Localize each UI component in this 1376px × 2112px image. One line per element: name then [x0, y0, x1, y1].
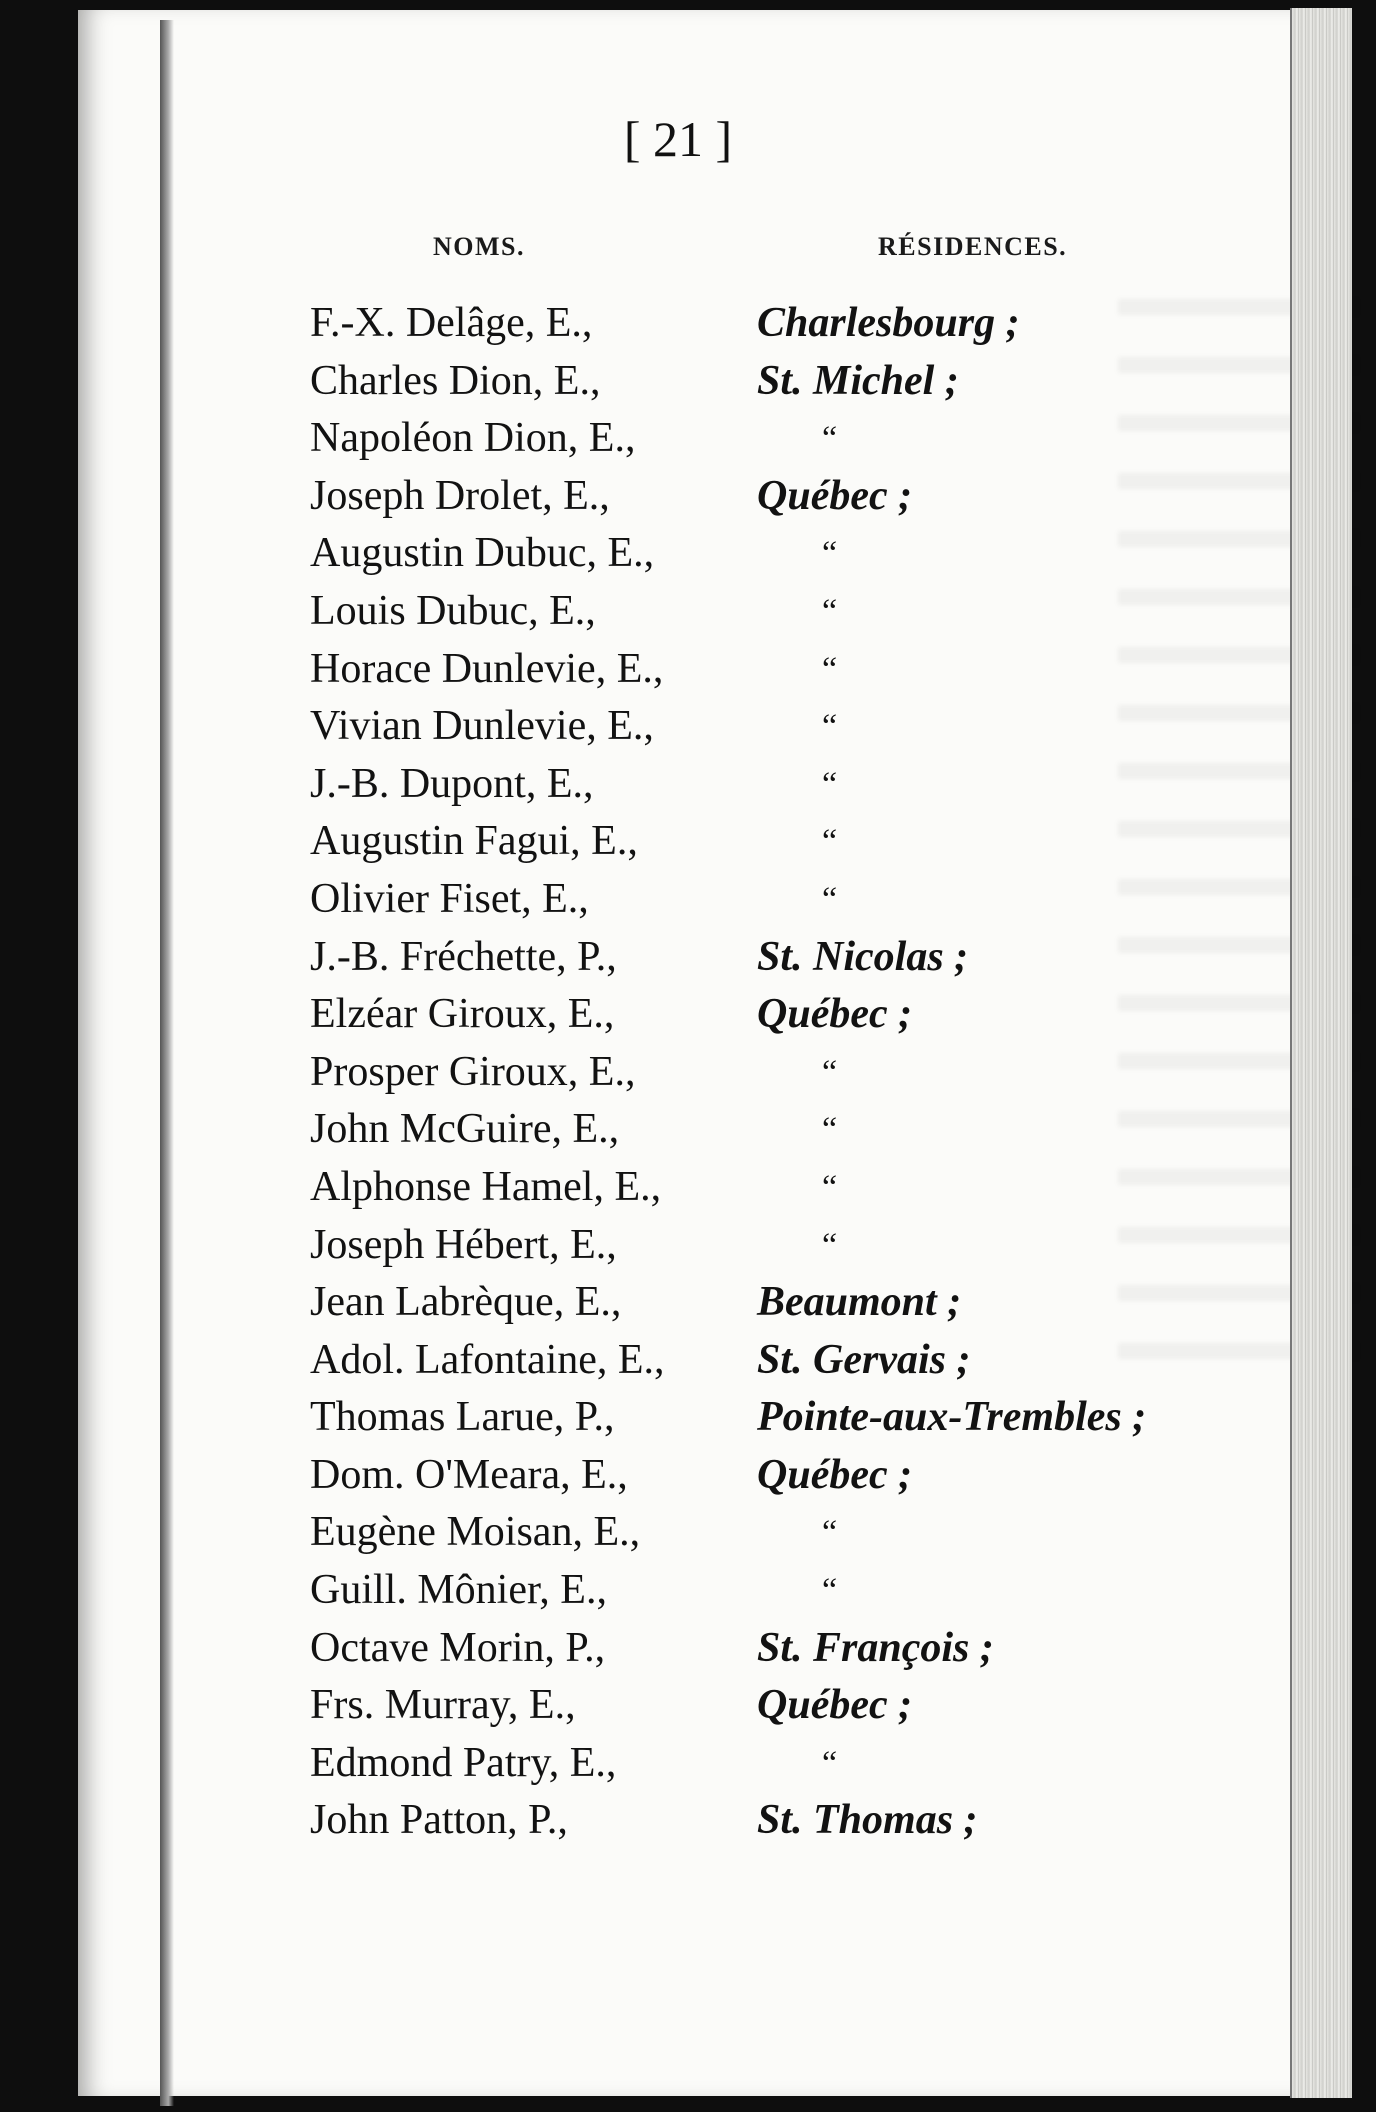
- ditto-mark: “: [822, 823, 838, 861]
- residence: Québec ;: [757, 991, 913, 1038]
- list-item: [310, 1677, 1250, 1735]
- list-item: [310, 1101, 1250, 1159]
- person-name: Augustin Fagui, E.,: [310, 818, 638, 865]
- person-name: Joseph Drolet, E.,: [310, 472, 610, 519]
- list-item: [310, 986, 1250, 1044]
- residence: Québec ;: [757, 472, 913, 519]
- list-item: [310, 871, 1250, 929]
- residence: Québec ;: [757, 1682, 913, 1729]
- residence: Québec ;: [757, 1451, 913, 1498]
- residence: St. François ;: [757, 1624, 994, 1671]
- person-name: Augustin Dubuc, E.,: [310, 530, 655, 577]
- list-item: [310, 1792, 1250, 1850]
- residence: St. Nicolas ;: [757, 933, 969, 980]
- list-item: [310, 468, 1250, 526]
- book-page: [78, 10, 1318, 2096]
- residence: St. Thomas ;: [757, 1797, 978, 1844]
- person-name: Louis Dubuc, E.,: [310, 587, 596, 634]
- list-item: [310, 1735, 1250, 1793]
- person-name: Frs. Murray, E.,: [310, 1682, 576, 1729]
- name-residence-list: [310, 295, 1250, 1850]
- list-item: [310, 1447, 1250, 1505]
- list-item: [310, 1332, 1250, 1390]
- column-header-names: NOMS.: [433, 232, 525, 261]
- ditto-mark: “: [822, 535, 838, 573]
- list-item: [310, 1217, 1250, 1275]
- ditto-mark: “: [822, 880, 838, 918]
- person-name: John McGuire, E.,: [310, 1106, 620, 1153]
- list-item: [310, 813, 1250, 871]
- column-header-residences: RÉSIDENCES.: [878, 232, 1068, 261]
- list-item: [310, 929, 1250, 987]
- list-item: [310, 1389, 1250, 1447]
- list-item: [310, 525, 1250, 583]
- person-name: F.-X. Delâge, E.,: [310, 300, 593, 346]
- person-name: Horace Dunlevie, E.,: [310, 645, 664, 692]
- ditto-mark: “: [822, 1111, 838, 1149]
- residence: Pointe-aux-Trembles ;: [757, 1394, 1147, 1441]
- person-name: Guill. Mônier, E.,: [310, 1567, 607, 1614]
- list-item: [310, 1044, 1250, 1102]
- ditto-mark: “: [822, 420, 838, 458]
- ditto-mark: “: [822, 1226, 838, 1264]
- list-item: [310, 1620, 1250, 1678]
- ditto-mark: “: [822, 1168, 838, 1206]
- person-name: John Patton, P.,: [310, 1797, 568, 1844]
- ditto-mark: “: [822, 708, 838, 746]
- list-item: [310, 353, 1250, 411]
- list-item: [310, 641, 1250, 699]
- list-item: [310, 1159, 1250, 1217]
- list-item: [310, 1562, 1250, 1620]
- ditto-mark: “: [822, 650, 838, 688]
- list-item: [310, 295, 1250, 353]
- person-name: Elzéar Giroux, E.,: [310, 991, 615, 1038]
- ditto-mark: “: [822, 765, 838, 803]
- person-name: Dom. O'Meara, E.,: [310, 1451, 628, 1498]
- residence: Beaumont ;: [757, 1279, 962, 1326]
- person-name: Octave Morin, P.,: [310, 1624, 606, 1671]
- list-item: [310, 756, 1250, 814]
- list-item: [310, 698, 1250, 756]
- page-edges: [1290, 8, 1352, 2098]
- ditto-mark: “: [822, 1744, 838, 1782]
- person-name: Napoléon Dion, E.,: [310, 415, 636, 462]
- ditto-mark: “: [822, 1053, 838, 1091]
- person-name: Olivier Fiset, E.,: [310, 875, 589, 922]
- ditto-mark: “: [822, 592, 838, 630]
- person-name: Joseph Hébert, E.,: [310, 1221, 617, 1268]
- page-number: [ 21 ]: [623, 111, 733, 167]
- person-name: J.-B. Fréchette, P.,: [310, 933, 617, 980]
- person-name: Thomas Larue, P.,: [310, 1394, 615, 1441]
- residence: Charlesbourg ;: [757, 300, 1020, 346]
- residence: St. Gervais ;: [757, 1336, 971, 1383]
- person-name: Vivian Dunlevie, E.,: [310, 703, 654, 750]
- person-name: J.-B. Dupont, E.,: [310, 760, 594, 807]
- list-item: [310, 410, 1250, 468]
- page-gutter-shadow: [160, 20, 174, 2106]
- person-name: Charles Dion, E.,: [310, 357, 601, 404]
- person-name: Prosper Giroux, E.,: [310, 1048, 636, 1095]
- person-name: Edmond Patry, E.,: [310, 1739, 617, 1786]
- residence: St. Michel ;: [757, 357, 959, 404]
- person-name: Alphonse Hamel, E.,: [310, 1163, 662, 1210]
- list-item: [310, 1504, 1250, 1562]
- person-name: Eugène Moisan, E.,: [310, 1509, 641, 1556]
- person-name: Adol. Lafontaine, E.,: [310, 1336, 665, 1383]
- person-name: Jean Labrèque, E.,: [310, 1279, 622, 1326]
- list-item: [310, 1274, 1250, 1332]
- ditto-mark: “: [822, 1572, 838, 1610]
- ditto-mark: “: [822, 1514, 838, 1552]
- list-item: [310, 583, 1250, 641]
